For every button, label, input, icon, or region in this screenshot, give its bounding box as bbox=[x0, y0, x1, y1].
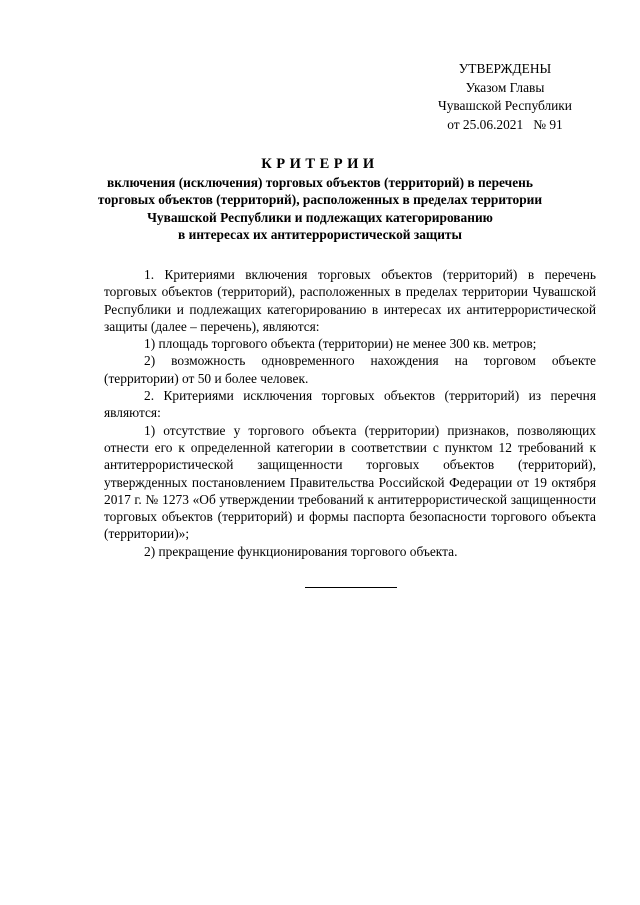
paragraph-category-criterion: 1) отсутствие у торгового объекта (территории) признаков, позволяющих отнести его к определенной категории в соответствии с пунктом 12 требований к антитеррористической защищенности торговых объектов (территорий), утвержденных постановлением Правительства Российской Федерации от 19 октября 2017 г. № 1273 «Об утверждении требований к антитеррористической защищенности торговых объектов (территорий) и формы паспорта безопасности торгового объекта (территории)»; bbox=[104, 422, 596, 542]
document-subtitle-line: Чувашской Республики и подлежащих категорированию bbox=[147, 209, 493, 225]
document-subtitle-line: в интересах их антитеррористической защиты bbox=[178, 226, 462, 242]
approval-decree: Указом Главы bbox=[465, 79, 545, 95]
approval-republic: Чувашской Республики bbox=[438, 98, 572, 113]
approval-stamp bbox=[420, 60, 590, 134]
paragraph-area-criterion: 1) площадь торгового объекта (территории) не менее 300 кв. метров; bbox=[144, 336, 537, 352]
document-subtitle-line: торговых объектов (территорий), расположенных в пределах территории bbox=[97, 192, 543, 208]
paragraph-capacity-criterion: 2) возможность одновременного нахождения на торговом объекте (территории) от 50 и более человек. bbox=[104, 353, 596, 386]
approval-status: УТВЕРЖДЕНЫ bbox=[458, 61, 552, 76]
document-title: КРИТЕРИИ bbox=[261, 156, 379, 172]
approval-date-number: от 25.06.2021 № 91 bbox=[447, 116, 563, 132]
paragraph-closure-criterion: 2) прекращение функционирования торгового объекта. bbox=[144, 543, 458, 559]
paragraph-exclusion-criteria: 2. Критериями исключения торговых объектов (территорий) из перечня являются: bbox=[104, 388, 596, 421]
end-divider bbox=[305, 587, 397, 588]
paragraph-inclusion-criteria: 1. Критериями включения торговых объектов (территорий) в перечень торговых объектов (территорий), расположенных в пределах территории Чувашской Республики и подлежащих категорированию в интересах их антитеррористической защиты (далее – перечень), являются: bbox=[104, 267, 596, 334]
document-title-block bbox=[90, 154, 550, 243]
document-subtitle-line: включения (исключения) торговых объектов (территорий) в перечень bbox=[107, 175, 533, 190]
document-body bbox=[104, 266, 596, 560]
